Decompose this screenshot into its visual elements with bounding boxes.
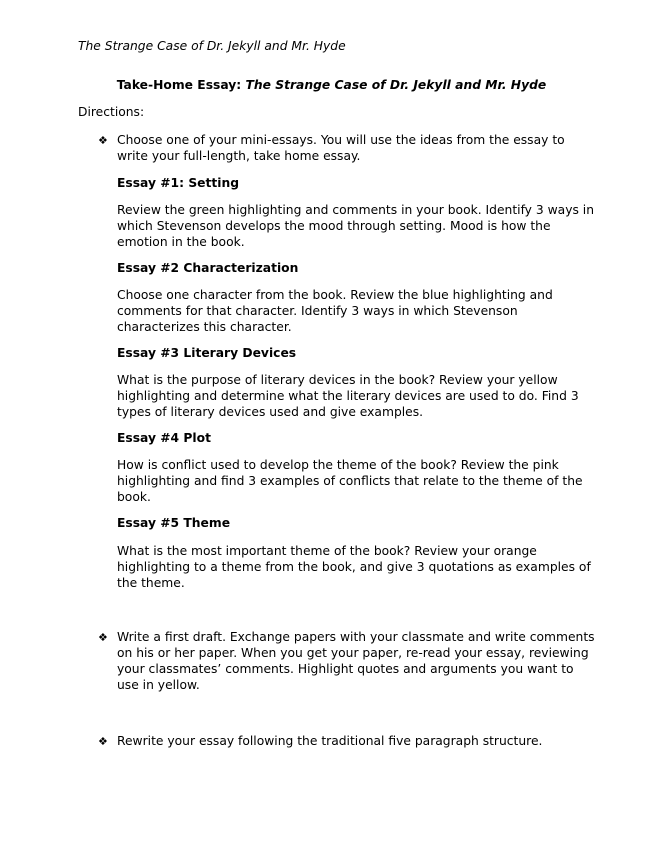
running-header: The Strange Case of Dr. Jekyll and Mr. Hyde xyxy=(78,39,346,53)
essay-3-heading: Essay #3 Literary Devices xyxy=(117,346,297,360)
essay-2-body: Choose one character from the book. Review the blue highlighting and comments for that character. Identify 3 ways in which Stevenson characterizes this character. xyxy=(117,288,553,334)
page-title-prefix: Take-Home Essay: xyxy=(116,78,246,92)
essay-2-heading: Essay #2 Characterization xyxy=(117,261,299,275)
bullet-item-rewrite: Rewrite your essay following the traditional five paragraph structure. xyxy=(117,734,543,748)
page-title-book: The Strange Case of Dr. Jekyll and Mr. Hyde xyxy=(245,78,547,92)
diamond-bullet-icon: ❖ xyxy=(98,134,108,147)
diamond-bullet-icon: ❖ xyxy=(98,735,108,748)
essay-3-body: What is the purpose of literary devices in the book? Review your yellow highlighting and determine what the literary devices are used to do. Find 3 types of literary devices used and give examples. xyxy=(117,373,579,419)
directions-label: Directions: xyxy=(78,105,145,119)
essay-4-body: How is conflict used to develop the theme of the book? Review the pink highlighting and find 3 examples of conflicts that relate to the theme of the book. xyxy=(117,458,583,504)
diamond-bullet-icon: ❖ xyxy=(98,631,108,644)
essay-5-body: What is the most important theme of the book? Review your orange highlighting to a theme from the book, and give 3 quotations as examples of the theme. xyxy=(117,544,591,590)
bullet-item-choose: Choose one of your mini-essays. You will use the ideas from the essay to write your full-length, take home essay. xyxy=(117,133,565,163)
essay-1-heading: Essay #1: Setting xyxy=(117,176,240,190)
essay-1-body: Review the green highlighting and comments in your book. Identify 3 ways in which Stevenson develops the mood through setting. Mood is how the emotion in the book. xyxy=(117,203,594,249)
bullet-item-draft: Write a first draft. Exchange papers with your classmate and write comments on his or her paper. When you get your paper, re-read your essay, reviewing your classmates’ comments. Highlight quotes and arguments you want to use in yellow. xyxy=(117,630,595,692)
essay-5-heading: Essay #5 Theme xyxy=(117,516,231,530)
essay-4-heading: Essay #4 Plot xyxy=(117,431,211,445)
page-title xyxy=(0,77,663,93)
